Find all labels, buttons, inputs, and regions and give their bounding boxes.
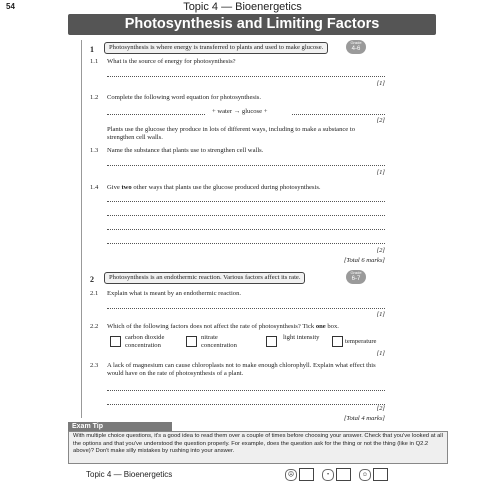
equation-blank-2[interactable] (292, 114, 385, 115)
score-box[interactable] (373, 468, 388, 481)
grade-value: 4-6 (351, 46, 361, 52)
q1-2-text: Complete the following word equation for photosynthesis. (107, 94, 262, 101)
q1-context-text: Plants use the glucose they produce in lots of different ways, including to make a substance to strengthen cell walls. (107, 126, 356, 142)
q2-2-number: 2.2 (90, 323, 99, 330)
q1-3-number: 1.3 (90, 147, 99, 154)
grade-label: Grade (350, 270, 362, 275)
q2-2-text (107, 323, 339, 331)
q1-4-text-bold: two (121, 184, 132, 191)
q1-4-number: 1.4 (90, 184, 99, 191)
q2-total: [Total 4 marks] (343, 415, 385, 422)
tick-box-light-intensity[interactable] (266, 336, 277, 347)
grade-badge-q1 (346, 40, 366, 54)
q2-3-number: 2.3 (90, 362, 99, 369)
topic-header: Topic 4 — Bioenergetics (183, 1, 302, 13)
q1-1-text: What is the source of energy for photosynthesis? (107, 58, 236, 65)
answer-line[interactable] (107, 404, 385, 405)
question-2-number: 2 (90, 275, 94, 284)
answer-line[interactable] (107, 201, 385, 202)
neutral-face-icon: • (322, 469, 334, 481)
answer-line[interactable] (107, 215, 385, 216)
answer-line[interactable] (107, 243, 385, 244)
grade-badge-q2 (346, 270, 366, 284)
option-nitrate: nitrate concentration (201, 334, 237, 350)
q2-1-number: 2.1 (90, 290, 99, 297)
q1-2-mark: [2] (376, 117, 385, 124)
q2-2-mark: [1] (376, 350, 385, 357)
q2-2-text-bold: one (315, 323, 326, 330)
question-1-intro: Photosynthesis is where energy is transferred to plants and used to make glucose. (104, 42, 328, 54)
answer-line[interactable] (107, 390, 385, 391)
q1-3-text: Name the substance that plants use to strengthen cell walls. (107, 147, 264, 154)
q1-4-text-a: Give (107, 184, 122, 191)
q2-2-text-b: box. (325, 323, 339, 330)
exam-tip-text: With multiple choice questions, it's a good idea to read them over a couple of times before choosing your answer. Check that you've looked at all the options and that you've understood the question properly. For example, does the question ask for the thing or not the thing (like in Q2.2 above)? Don't make silly mistakes by rushing into your answer. (68, 431, 448, 464)
option-light-intensity: light intensity (283, 334, 320, 341)
grade-value: 6-7 (351, 276, 361, 282)
q1-3-mark: [1] (376, 169, 385, 176)
tick-box-nitrate[interactable] (186, 336, 197, 347)
q1-total: [Total 6 marks] (343, 257, 385, 264)
page-footer: Topic 4 — Bioenergetics (86, 470, 173, 479)
grade-label: Grade (350, 40, 362, 45)
q2-2-text-a: Which of the following factors does not affect the rate of photosynthesis? Tick (107, 323, 316, 330)
word-equation: + water → glucose + (212, 108, 268, 115)
happy-face-icon: ☺ (359, 469, 371, 481)
page-title: Photosynthesis and Limiting Factors (124, 16, 380, 32)
answer-line[interactable] (107, 76, 385, 77)
margin-rule (81, 40, 82, 418)
exam-tip-heading: Exam Tip (68, 422, 172, 431)
score-box[interactable] (336, 468, 351, 481)
tick-box-carbon-dioxide[interactable] (110, 336, 121, 347)
option-carbon-dioxide: carbon dioxide concentration (125, 334, 165, 350)
page-number: 54 (6, 2, 15, 11)
question-1-number: 1 (90, 45, 94, 54)
q2-1-mark: [1] (376, 311, 385, 318)
q1-1-number: 1.1 (90, 58, 99, 65)
equation-blank-1[interactable] (107, 114, 205, 115)
q1-4-text-b: other ways that plants use the glucose produced during photosynthesis. (131, 184, 321, 191)
score-box[interactable] (299, 468, 314, 481)
question-2-intro: Photosynthesis is an endothermic reaction. Various factors affect its rate. (104, 272, 305, 284)
q1-4-text (107, 184, 321, 192)
q2-1-text: Explain what is meant by an endothermic reaction. (107, 290, 242, 297)
q2-3-text: A lack of magnesium can cause chloroplasts not to make enough chlorophyll. Explain what effect this would have on the rate of photosynthesis of a plant. (107, 362, 376, 378)
q1-2-number: 1.2 (90, 94, 99, 101)
answer-line[interactable] (107, 229, 385, 230)
option-temperature: temperature (345, 338, 377, 345)
tick-box-temperature[interactable] (332, 336, 343, 347)
sad-face-icon: ☹ (285, 469, 297, 481)
q1-4-mark: [2] (376, 247, 385, 254)
q1-1-mark: [1] (376, 80, 385, 87)
q2-3-mark: [2] (376, 405, 385, 412)
answer-line[interactable] (107, 165, 385, 166)
answer-line[interactable] (107, 308, 385, 309)
